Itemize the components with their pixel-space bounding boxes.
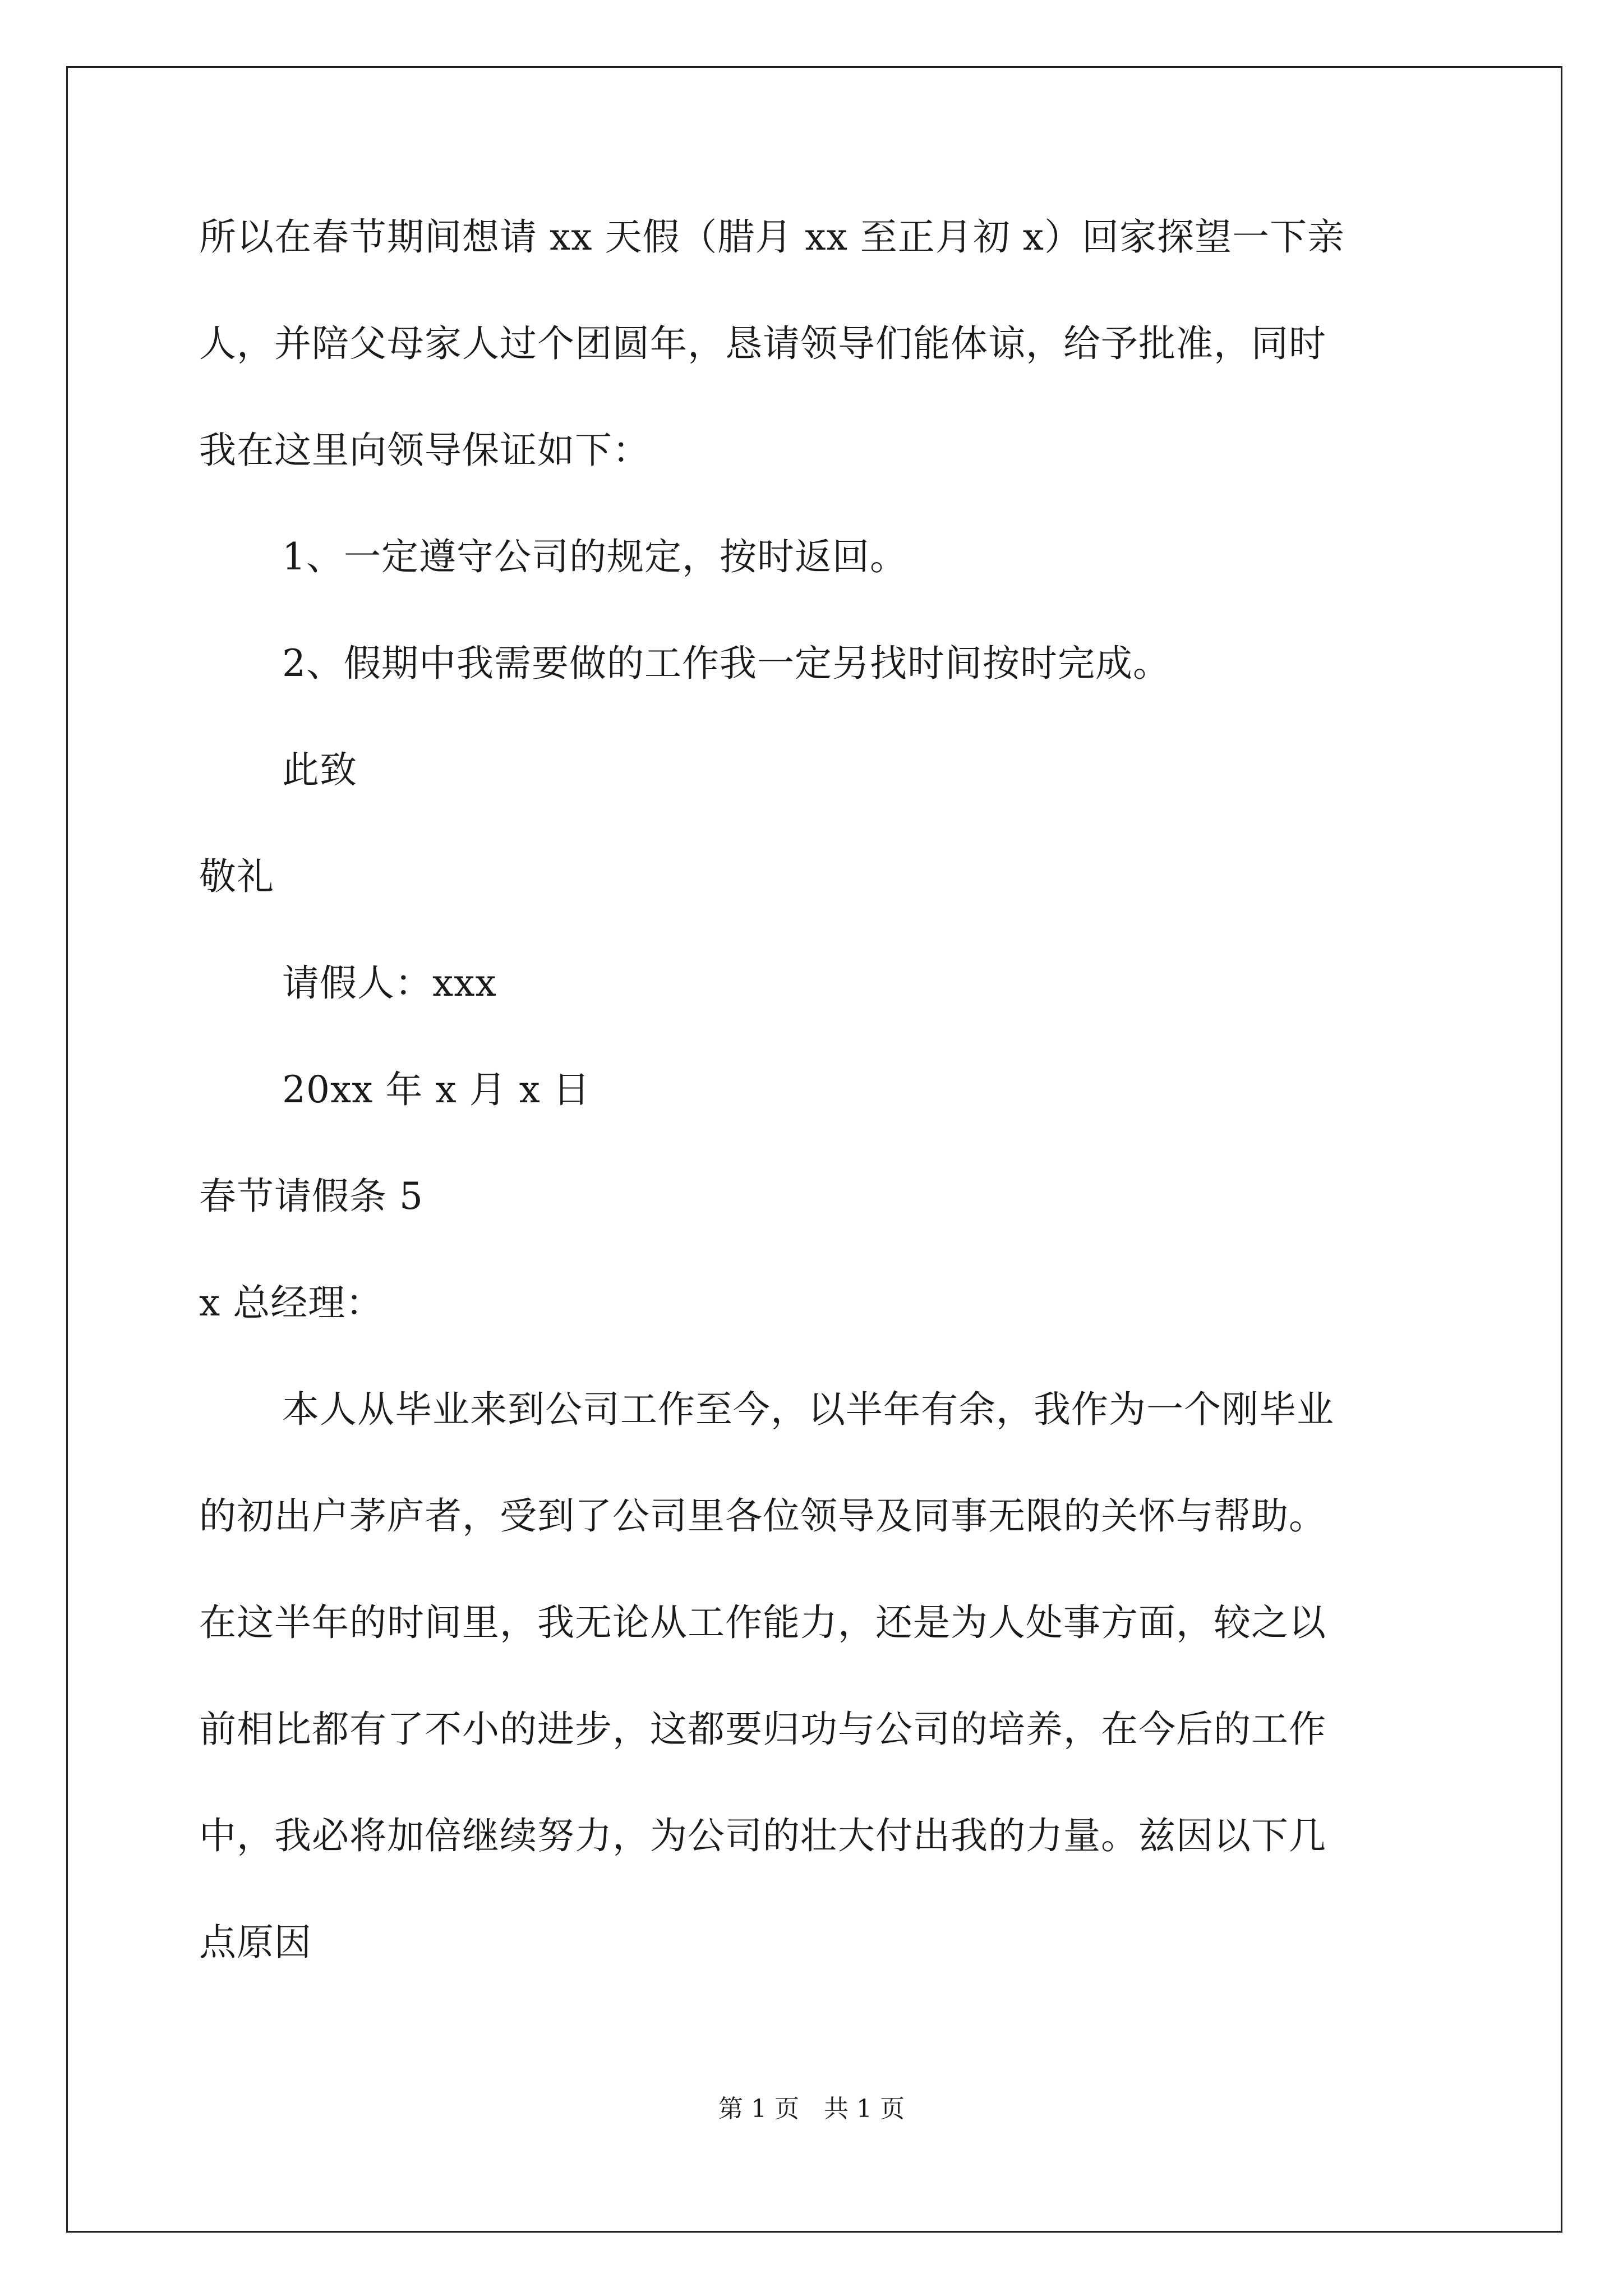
pledge-item-1: 1、一定遵守公司的规定，按时返回。 <box>282 535 907 578</box>
pledge-item-2: 2、假期中我需要做的工作我一定另找时间按时完成。 <box>282 642 1170 685</box>
body-line-16: 中，我必将加倍继续努力，为公司的壮大付出我的力量。兹因以下几 <box>199 1814 1326 1857</box>
addressee: x 总经理： <box>199 1281 384 1324</box>
signature-requester: 请假人：xxx <box>282 961 497 1005</box>
body-line-2: 人，并陪父母家人过个团圆年，恳请领导们能体谅，给予批准，同时 <box>199 322 1326 365</box>
body-line-12: 本人从毕业来到公司工作至今，以半年有余，我作为一个刚毕业 <box>282 1388 1334 1431</box>
section-title: 春节请假条 5 <box>199 1175 423 1218</box>
signature-date: 20xx 年 x 月 x 日 <box>282 1068 591 1111</box>
body-line-15: 前相比都有了不小的进步，这都要归功与公司的培养，在今后的工作 <box>199 1708 1326 1751</box>
body-line-13: 的初出户茅庐者，受到了公司里各位领导及同事无限的关怀与帮助。 <box>199 1494 1326 1538</box>
page-number-footer: 第 1 页 共 1 页 <box>718 2095 905 2123</box>
body-line-3: 我在这里向领导保证如下： <box>199 429 650 472</box>
body-line-1: 所以在春节期间想请 xx 天假（腊月 xx 至正月初 x）回家探望一下亲 <box>199 215 1345 259</box>
body-line-17: 点原因 <box>199 1921 312 1964</box>
body-line-14: 在这半年的时间里，我无论从工作能力，还是为人处事方面，较之以 <box>199 1601 1326 1644</box>
closing-salutation: 此致 <box>282 748 357 792</box>
closing-regards: 敬礼 <box>199 855 274 898</box>
document-body <box>199 215 1438 1964</box>
